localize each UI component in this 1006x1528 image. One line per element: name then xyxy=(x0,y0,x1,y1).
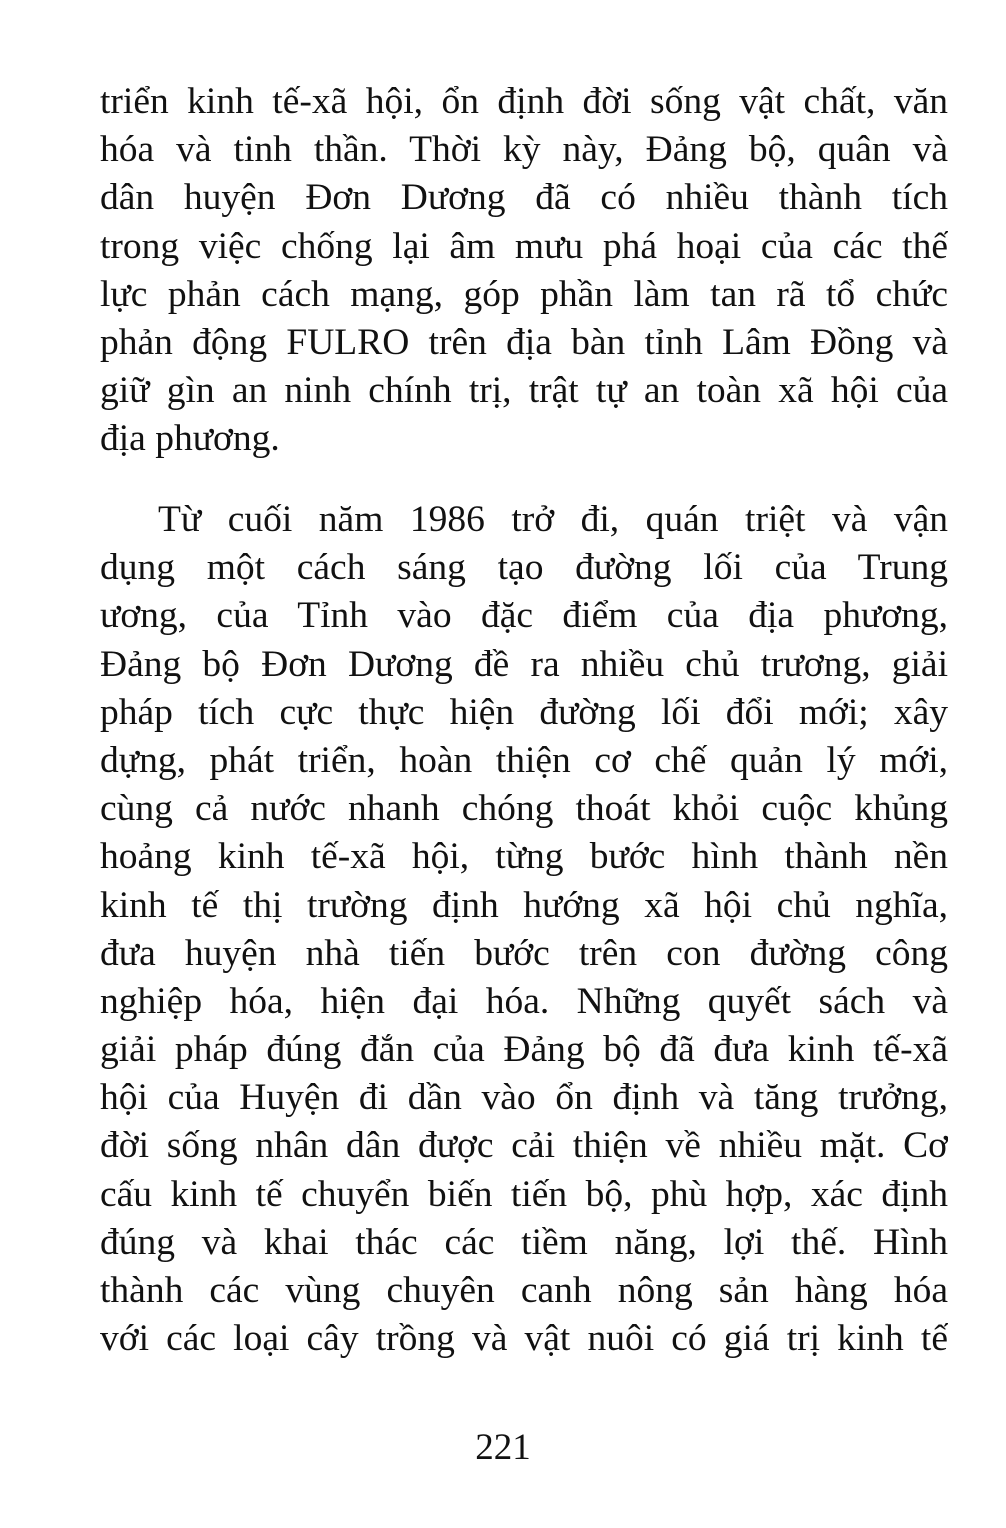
text-line: triển kinh tế-xã hội, ổn định đời sống vật chất, văn xyxy=(100,81,948,122)
text-line: dụng một cách sáng tạo đường lối của Trung xyxy=(100,547,948,589)
text-line: giữ gìn an ninh chính trị, trật tự an toàn xã hội của xyxy=(100,370,948,412)
text-line: thành các vùng chuyên canh nông sản hàng hóa xyxy=(100,1270,948,1311)
paragraph-2 xyxy=(100,496,948,1363)
text-line: với các loại cây trồng và vật nuôi có giá trị kinh tế xyxy=(100,1318,948,1360)
paragraph-1 xyxy=(100,78,948,464)
text-line: đúng và khai thác các tiềm năng, lợi thế. Hình xyxy=(100,1221,948,1263)
text-line: cấu kinh tế chuyển biến tiến bộ, phù hợp, xác định xyxy=(100,1173,948,1215)
text-line: hội của Huyện đi dần vào ổn định và tăng trưởng, xyxy=(100,1077,948,1119)
text-line: dân huyện Đơn Dương đã có nhiều thành tích xyxy=(100,177,948,219)
text-line: lực phản cách mạng, góp phần làm tan rã tổ chức xyxy=(100,273,948,315)
text-line: đời sống nhân dân được cải thiện về nhiều mặt. Cơ xyxy=(100,1125,948,1167)
page-number: 221 xyxy=(475,1427,531,1468)
text-line: ương, của Tỉnh vào đặc điểm của địa phương, xyxy=(100,595,948,637)
text-line: phản động FULRO trên địa bàn tỉnh Lâm Đồng và xyxy=(100,321,948,363)
text-line: pháp tích cực thực hiện đường lối đổi mới; xây xyxy=(100,691,948,733)
text-line: giải pháp đúng đắn của Đảng bộ đã đưa kinh tế-xã xyxy=(100,1029,948,1071)
text-line: nghiệp hóa, hiện đại hóa. Những quyết sách và xyxy=(100,980,948,1022)
text-line: hóa và tinh thần. Thời kỳ này, Đảng bộ, quân và xyxy=(100,129,948,171)
text-line: Đảng bộ Đơn Dương đề ra nhiều chủ trương, giải xyxy=(100,643,948,685)
text-line: hoảng kinh tế-xã hội, từng bước hình thành nền xyxy=(100,836,948,878)
text-line: địa phương. xyxy=(100,418,280,460)
text-line: kinh tế thị trường định hướng xã hội chủ nghĩa, xyxy=(100,884,948,926)
text-line: Từ cuối năm 1986 trở đi, quán triệt và vận xyxy=(158,499,948,540)
text-line: đưa huyện nhà tiến bước trên con đường công xyxy=(100,932,948,974)
text-line: cùng cả nước nhanh chóng thoát khỏi cuộc khủng xyxy=(100,788,948,830)
text-line: dựng, phát triển, hoàn thiện cơ chế quản lý mới, xyxy=(100,739,948,781)
text-line: trong việc chống lại âm mưu phá hoại của các thế xyxy=(100,225,948,267)
